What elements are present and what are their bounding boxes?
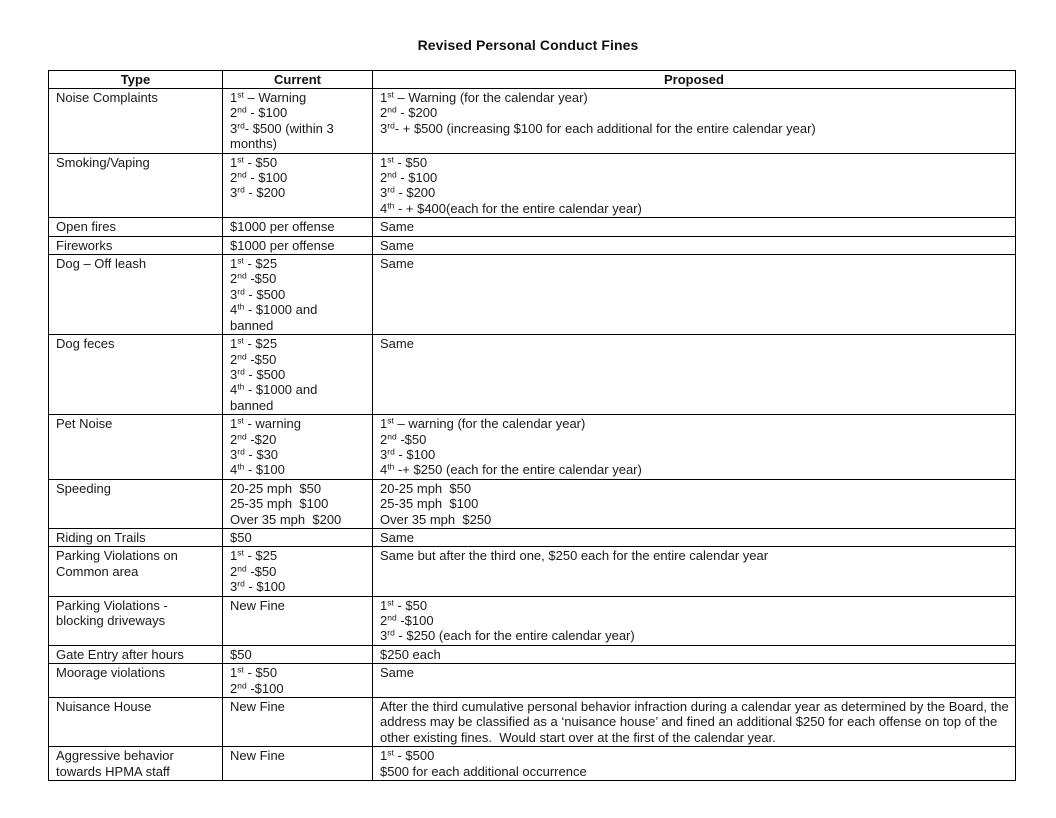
cell-line: Dog feces [56, 336, 115, 352]
cell-proposed [373, 153, 1016, 218]
cell-line: blocking driveways [56, 613, 166, 628]
cell-line: Nuisance House [56, 699, 152, 715]
cell-line: 3rd - $250 (each for the entire calendar year) [380, 627, 635, 644]
cell-line: 2nd - $100 [230, 169, 288, 186]
cell-line: 4th - $1000 and [230, 301, 318, 318]
cell-line: $1000 per offense [230, 219, 335, 235]
cell-line: 1st - $50 [380, 597, 428, 613]
cell-proposed [373, 255, 1016, 335]
cell-type [49, 236, 223, 254]
table-row [49, 664, 1016, 698]
cell-line: Same but after the third one, $250 each for the entire calendar year [380, 548, 769, 564]
cell-line: New Fine [230, 699, 285, 715]
table-row [49, 236, 1016, 254]
cell-line: 3rd - $200 [230, 184, 286, 201]
cell-current [223, 645, 373, 663]
cell-current [223, 218, 373, 236]
table-row [49, 415, 1016, 480]
cell-line: Parking Violations - [56, 597, 168, 613]
cell-current [223, 255, 373, 335]
cell-current [223, 153, 373, 218]
cell-type [49, 596, 223, 645]
cell-line: 1st - warning [230, 415, 301, 432]
cell-line: 2nd -$50 [380, 431, 427, 447]
cell-line: Gate Entry after hours [56, 646, 184, 662]
cell-line: 1st - $25 [230, 255, 278, 272]
column-header-type: Type [49, 71, 223, 89]
cell-line: 2nd -$50 [230, 563, 277, 579]
table-row [49, 547, 1016, 596]
cell-line: 25-35 mph $100 [230, 496, 329, 512]
cell-line: 1st - $25 [230, 547, 278, 564]
cell-proposed [373, 218, 1016, 236]
cell-type [49, 547, 223, 596]
cell-line: Dog – Off leash [56, 256, 147, 272]
cell-proposed [373, 236, 1016, 254]
cell-line: 25-35 mph $100 [380, 496, 479, 512]
cell-line: Fireworks [56, 237, 113, 253]
cell-line: Riding on Trails [56, 529, 146, 545]
cell-line: New Fine [230, 597, 285, 613]
cell-proposed [373, 415, 1016, 480]
cell-type [49, 664, 223, 698]
table-row [49, 335, 1016, 415]
cell-proposed [373, 89, 1016, 154]
cell-line: $250 each [380, 646, 441, 662]
cell-line: 4th - + $400(each for the entire calendar year) [380, 200, 642, 216]
cell-type [49, 218, 223, 236]
cell-line: 3rd - $200 [380, 184, 436, 201]
table-row [49, 698, 1016, 747]
table-row [49, 528, 1016, 546]
cell-line: 20-25 mph $50 [230, 480, 322, 496]
cell-line: months) [230, 136, 277, 152]
cell-type [49, 698, 223, 747]
cell-line: 4th -+ $250 (each for the entire calendar year) [380, 461, 642, 478]
cell-line: 3rd- $500 (within 3 [230, 120, 334, 136]
cell-line: After the third cumulative personal behavior infraction during a calendar year as determined by the Board, the address may be classified as a ‘nuisance house’ and fined an additional $250 for each offense on top of the other existing fines. Would start over at the first of the calendar year. [380, 699, 1013, 745]
cell-current [223, 89, 373, 154]
cell-line: 3rd- + $500 (increasing $100 for each additional for the entire calendar year) [380, 120, 816, 136]
cell-line: 2nd -$100 [230, 680, 284, 696]
cell-type [49, 153, 223, 218]
cell-line: 2nd -$20 [230, 431, 277, 447]
cell-line: Same [380, 237, 414, 253]
table-row [49, 153, 1016, 218]
cell-type [49, 89, 223, 154]
cell-current [223, 698, 373, 747]
page-title: Revised Personal Conduct Fines [417, 37, 639, 53]
cell-line: 3rd - $100 [380, 446, 436, 462]
cell-line: $50 [230, 646, 252, 662]
table-row [49, 218, 1016, 236]
cell-line: banned [230, 397, 274, 413]
cell-line: 1st - $50 [380, 154, 428, 170]
cell-type [49, 528, 223, 546]
cell-line: Same [380, 219, 414, 235]
cell-line: Aggressive behavior [56, 748, 174, 764]
cell-line: Same [380, 336, 414, 352]
cell-line: banned [230, 317, 274, 333]
cell-type [49, 479, 223, 528]
cell-line: 3rd - $100 [230, 578, 286, 595]
cell-line: 3rd - $500 [230, 286, 286, 302]
cell-line: Same [380, 665, 414, 681]
cell-current [223, 664, 373, 698]
cell-line: 2nd -$100 [380, 612, 434, 628]
cell-line: Same [380, 256, 414, 272]
cell-line: New Fine [230, 748, 285, 764]
cell-line: 1st - $50 [230, 154, 278, 170]
cell-current [223, 479, 373, 528]
cell-proposed [373, 596, 1016, 645]
cell-line: 20-25 mph $50 [380, 480, 472, 496]
cell-line: 1st – Warning [230, 89, 307, 105]
cell-line: Pet Noise [56, 416, 113, 432]
cell-line: Over 35 mph $200 [230, 511, 342, 527]
cell-proposed [373, 698, 1016, 747]
cell-line: 1st – warning (for the calendar year) [380, 415, 586, 432]
cell-proposed [373, 479, 1016, 528]
cell-line: 3rd - $30 [230, 446, 279, 462]
cell-line: Noise Complaints [56, 90, 158, 105]
cell-proposed [373, 645, 1016, 663]
cell-line: Open fires [56, 219, 116, 235]
cell-proposed [373, 547, 1016, 596]
cell-current [223, 547, 373, 596]
cell-type [49, 255, 223, 335]
cell-type [49, 645, 223, 663]
cell-proposed [373, 747, 1016, 781]
column-header-proposed: Proposed [373, 71, 1016, 89]
cell-current [223, 747, 373, 781]
cell-line: Same [380, 529, 414, 545]
table-row [49, 255, 1016, 335]
column-header-current: Current [223, 71, 373, 89]
cell-type [49, 335, 223, 415]
cell-line: 1st - $50 [230, 664, 278, 681]
cell-line: $1000 per offense [230, 237, 335, 253]
cell-line: 2nd -$50 [230, 351, 277, 367]
cell-line: 2nd -$50 [230, 270, 277, 287]
table-row [49, 645, 1016, 663]
cell-line: 2nd - $100 [230, 104, 288, 121]
cell-line: $500 for each additional occurrence [380, 763, 587, 779]
cell-line: Speeding [56, 480, 111, 496]
cell-current [223, 596, 373, 645]
cell-line: 4th - $100 [230, 461, 285, 478]
table-row [49, 747, 1016, 781]
cell-line: 2nd - $100 [380, 169, 438, 186]
cell-line: Parking Violations on [56, 548, 178, 564]
cell-line: $50 [230, 529, 252, 545]
table-header-row [49, 71, 1016, 89]
cell-line: Smoking/Vaping [56, 154, 150, 170]
table-row [49, 89, 1016, 154]
cell-proposed [373, 528, 1016, 546]
cell-line: 3rd - $500 [230, 366, 286, 382]
cell-line: towards HPMA staff [56, 763, 170, 779]
cell-current [223, 528, 373, 546]
cell-line: 4th - $1000 and [230, 381, 318, 398]
cell-type [49, 747, 223, 781]
cell-type [49, 415, 223, 480]
cell-line: 1st - $500 [380, 747, 435, 764]
fines-table [48, 70, 1016, 781]
cell-proposed [373, 664, 1016, 698]
cell-line: Common area [56, 563, 139, 579]
cell-line: 2nd - $200 [380, 104, 438, 121]
table-row [49, 479, 1016, 528]
cell-current [223, 415, 373, 480]
cell-line: 1st - $25 [230, 335, 278, 352]
cell-line: 1st – Warning (for the calendar year) [380, 89, 588, 105]
cell-current [223, 335, 373, 415]
cell-line: Over 35 mph $250 [380, 511, 492, 527]
cell-line: Moorage violations [56, 665, 166, 681]
cell-current [223, 236, 373, 254]
cell-proposed [373, 335, 1016, 415]
table-row [49, 596, 1016, 645]
